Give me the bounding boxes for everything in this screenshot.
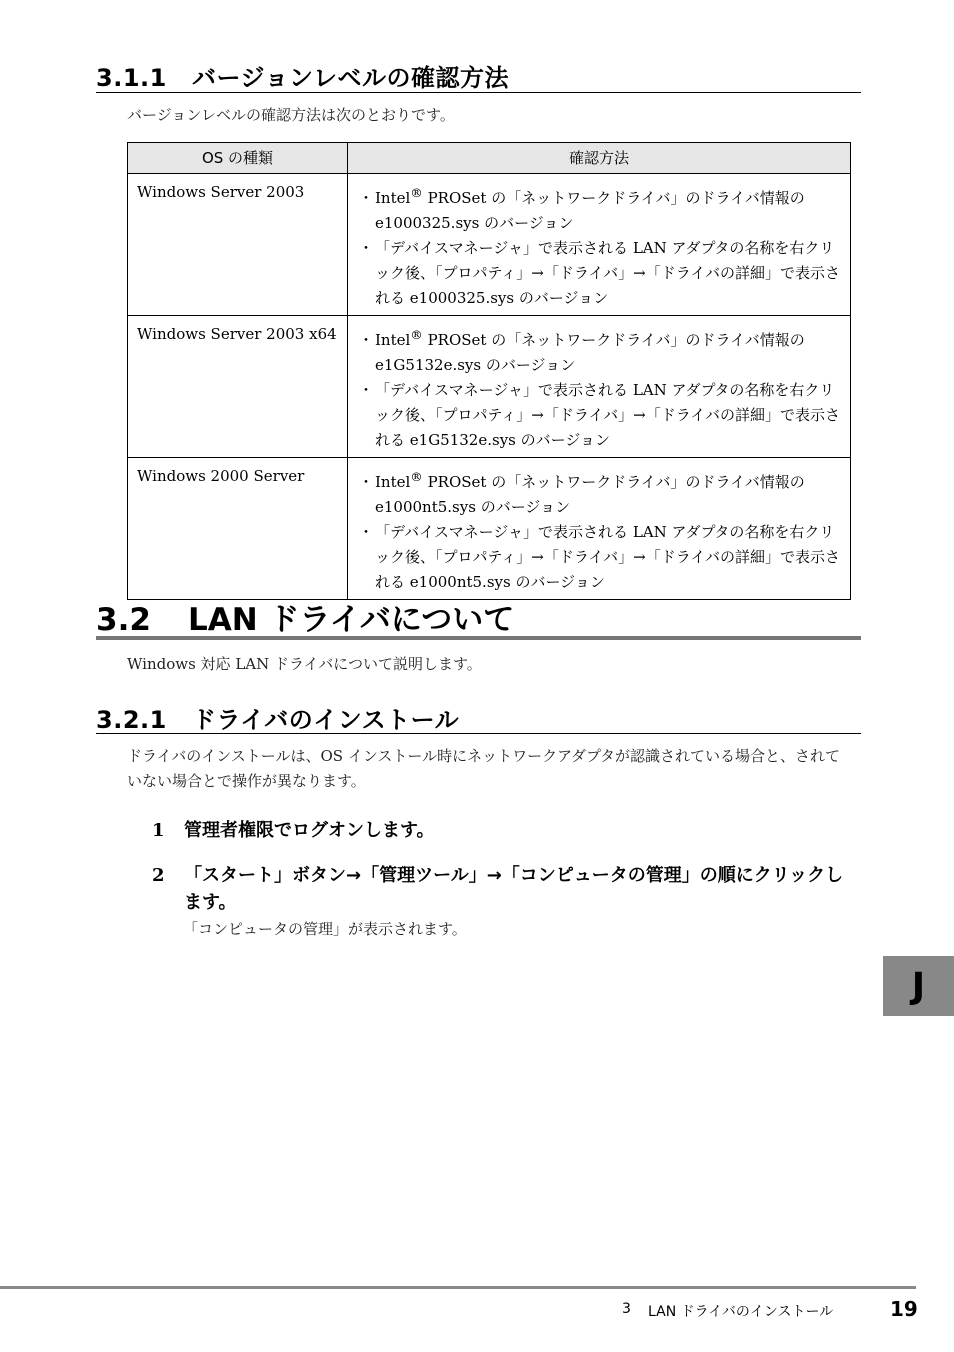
footer-chapter-title: LAN ドライバのインストール [648,1304,834,1320]
method-item: ・ 「デバイスマネージャ」で表示される LAN アダプタの名称を右クリック後、「プロパティ」→「ドライバ」→「ドライバの詳細」で表示される e1000nt5.sys のバージョン [358,523,840,591]
step-text: 管理者権限でログオンします。 [184,820,435,841]
section-title: バージョンレベルの確認方法 [192,64,509,92]
section-heading-3-1-1 [96,58,861,93]
table-row [128,316,851,458]
step-note: 「コンピュータの管理」が表示されます。 [183,920,467,938]
page-number: 19 [890,1297,918,1321]
section-heading-3-2 [96,594,861,640]
step-2 [152,862,852,916]
section-number: 3.2 [96,602,151,638]
section-title: ドライバのインストール [192,706,460,734]
method-cell [348,458,851,600]
method-cell [348,316,851,458]
section-heading-3-2-1 [96,700,861,734]
method-item: ・ Intel® PROSet の「ネットワークドライバ」のドライバ情報の e1000325.sys のバージョン [358,185,805,232]
step-1 [152,817,852,844]
table-row [128,458,851,600]
os-cell: Windows 2000 Server [128,458,348,600]
footer-chapter-number: 3 [622,1301,631,1317]
method-item: ・ Intel® PROSet の「ネットワークドライバ」のドライバ情報の e1G5132e.sys のバージョン [358,327,805,374]
section-title: LAN ドライバについて [188,602,515,638]
step-text: 「スタート」ボタン→「管理ツール」→「コンピュータの管理」の順にクリックします。 [184,865,844,913]
table-row [128,174,851,316]
method-item: ・ 「デバイスマネージャ」で表示される LAN アダプタの名称を右クリック後、「プロパティ」→「ドライバ」→「ドライバの詳細」で表示される e1000325.sys のバージョン [358,239,840,307]
chapter-side-tab: J [883,956,954,1016]
section-intro: ドライバのインストールは、OS インストール時にネットワークアダプタが認識されている場合と、されていない場合とで操作が異なります。 [127,747,840,790]
section-intro: Windows 対応 LAN ドライバについて説明します。 [127,655,482,673]
table-header-row [128,143,851,174]
section-number: 3.1.1 [96,64,167,92]
footer-rule [0,1286,916,1289]
os-cell: Windows Server 2003 [128,174,348,316]
method-cell [348,174,851,316]
header-os: OS の種類 [128,143,348,174]
method-item: ・ 「デバイスマネージャ」で表示される LAN アダプタの名称を右クリック後、「プロパティ」→「ドライバ」→「ドライバの詳細」で表示される e1G5132e.sys のバージョン [358,381,840,449]
header-method: 確認方法 [348,143,851,174]
step-number: 2 [152,865,165,886]
step-number: 1 [152,820,165,841]
section-number: 3.2.1 [96,706,167,734]
method-item: ・ Intel® PROSet の「ネットワークドライバ」のドライバ情報の e1000nt5.sys のバージョン [358,469,805,516]
section-intro: バージョンレベルの確認方法は次のとおりです。 [127,106,455,124]
version-check-table [127,142,851,600]
os-cell: Windows Server 2003 x64 [128,316,348,458]
